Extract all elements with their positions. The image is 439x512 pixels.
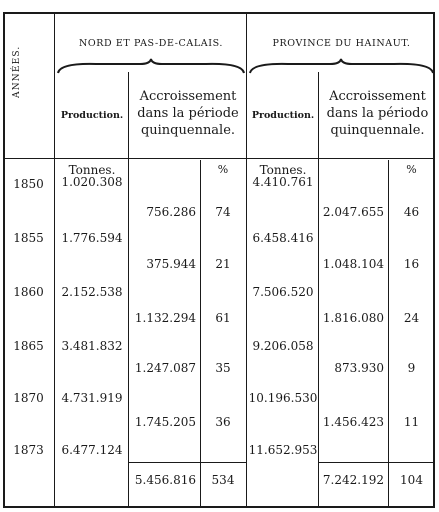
hainaut-growth-cell: 1.816.080 — [322, 311, 384, 325]
hainaut-percent-cell: 24 — [403, 311, 420, 325]
hainaut-production-cell: 4.410.761 — [252, 175, 314, 189]
year-cell: 1860 — [13, 285, 44, 299]
hainaut-growth-line3: quinquennale. — [330, 123, 425, 138]
nord-production-heading: Production. — [60, 110, 124, 121]
nord-growth-cell: 1.745.205 — [134, 415, 196, 429]
rule-total-hainaut — [318, 462, 435, 463]
year-cell: 1865 — [13, 339, 44, 353]
nord-growth-cell: 1.132.294 — [134, 311, 196, 325]
hainaut-production-heading: Production. — [251, 110, 315, 121]
region-hainaut-heading: PROVINCE DU HAINAUT. — [272, 38, 411, 49]
nord-percent-cell: 74 — [215, 205, 231, 219]
nord-production-cell: 1.776.594 — [61, 231, 123, 245]
hainaut-percent-cell: 46 — [403, 205, 420, 219]
nord-unit-tonnes: Tonnes. — [68, 163, 116, 177]
hainaut-unit-tonnes: Tonnes. — [259, 163, 307, 177]
hainaut-total-percent: 104 — [400, 473, 423, 487]
nord-percent-cell: 61 — [215, 311, 231, 325]
nord-total-percent: 534 — [211, 473, 235, 487]
hainaut-percent-cell: 9 — [407, 361, 416, 375]
rule-header-bottom — [3, 158, 435, 159]
brace-nord — [56, 58, 246, 76]
hainaut-production-cell: 7.506.520 — [252, 285, 314, 299]
hainaut-production-cell: 9.206.058 — [252, 339, 314, 353]
year-cell: 1855 — [13, 231, 44, 245]
rule-hainaut-prod — [318, 72, 319, 508]
hainaut-production-cell: 6.458.416 — [252, 231, 314, 245]
hainaut-percent-cell: 11 — [403, 415, 420, 429]
rule-center — [246, 12, 247, 508]
nord-growth-cell: 756.286 — [146, 205, 196, 219]
hainaut-growth-cell: 1.048.104 — [322, 257, 384, 271]
year-cell: 1873 — [13, 443, 44, 457]
hainaut-growth-cell: 873.930 — [334, 361, 384, 375]
hainaut-growth-line1: Accroissement — [329, 89, 426, 104]
nord-production-cell: 2.152.538 — [61, 285, 123, 299]
nord-growth-line2: dans la période — [137, 106, 239, 121]
years-heading: ANNÉES. — [12, 45, 22, 98]
nord-total-growth: 5.456.816 — [134, 473, 196, 487]
nord-production-cell: 1.020.308 — [61, 175, 123, 189]
hainaut-growth-line2: dans la périodo — [326, 106, 429, 121]
hainaut-unit-percent: % — [406, 163, 417, 176]
nord-growth-cell: 1.247.087 — [134, 361, 196, 375]
rule-years — [54, 12, 55, 508]
nord-production-cell: 3.481.832 — [61, 339, 123, 353]
nord-unit-percent: % — [217, 163, 229, 176]
hainaut-growth-heading — [320, 88, 435, 139]
hainaut-growth-cell: 2.047.655 — [322, 205, 384, 219]
hainaut-percent-cell: 16 — [403, 257, 420, 271]
nord-percent-cell: 21 — [215, 257, 231, 271]
hainaut-production-cell: 10.196.530 — [248, 391, 318, 405]
year-cell: 1850 — [13, 177, 44, 191]
nord-production-cell: 4.731.919 — [61, 391, 123, 405]
nord-growth-line3: quinquennale. — [140, 123, 236, 138]
nord-growth-line1: Accroissement — [139, 89, 237, 104]
year-cell: 1870 — [13, 391, 44, 405]
nord-production-cell: 6.477.124 — [61, 443, 123, 457]
rule-total-nord — [128, 462, 246, 463]
region-nord-heading: NORD ET PAS-DE-CALAIS. — [78, 38, 223, 49]
hainaut-total-growth: 7.242.192 — [322, 473, 384, 487]
brace-hainaut — [248, 58, 435, 76]
nord-growth-cell: 375.944 — [146, 257, 196, 271]
nord-percent-cell: 35 — [215, 361, 231, 375]
hainaut-production-cell: 11.652.953 — [248, 443, 318, 457]
rule-nord-prod — [128, 72, 129, 508]
nord-percent-cell: 36 — [215, 415, 231, 429]
nord-growth-heading — [130, 88, 246, 139]
hainaut-growth-cell: 1.456.423 — [322, 415, 384, 429]
